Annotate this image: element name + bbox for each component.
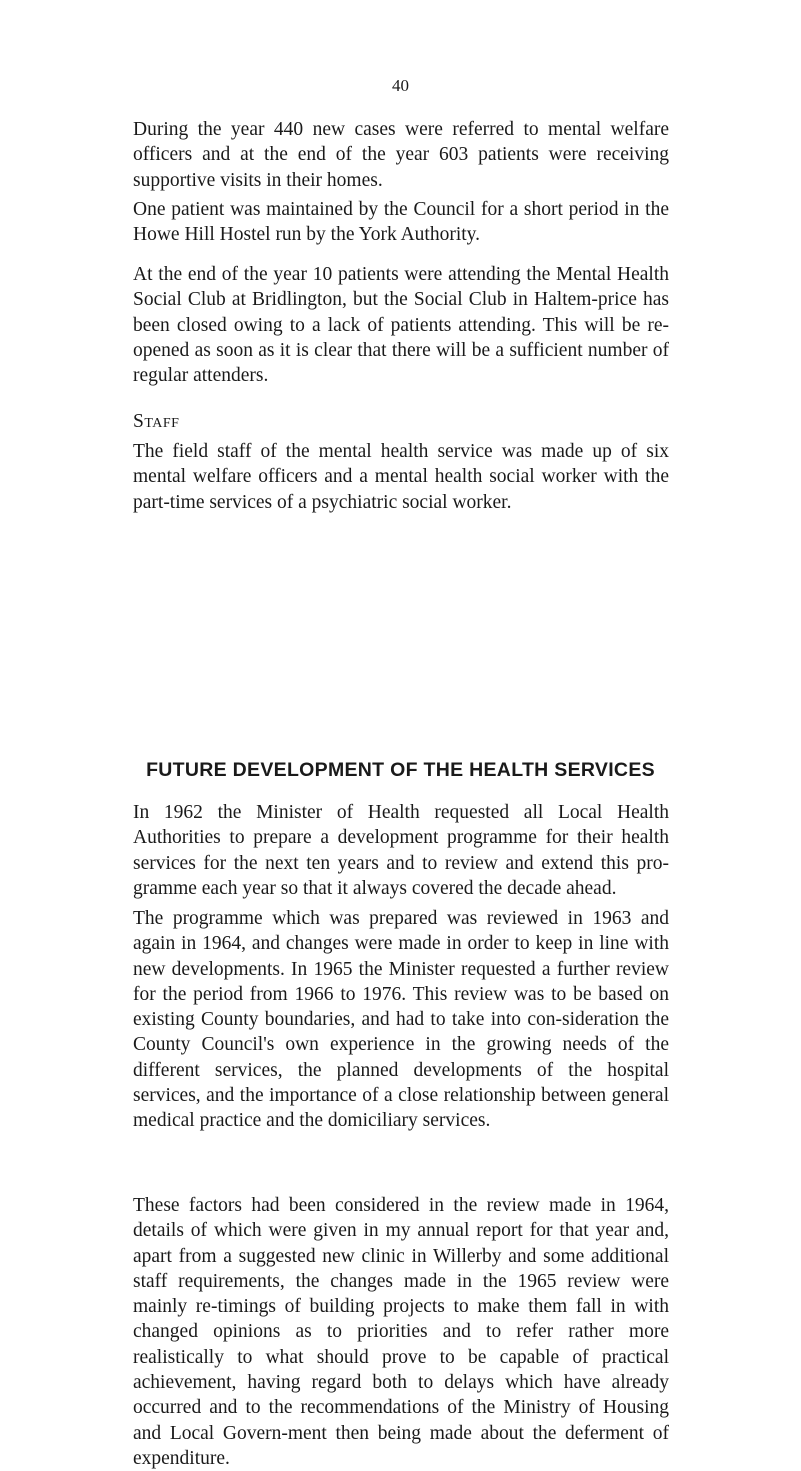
paragraph-social-club — [133, 262, 669, 388]
paragraph-factors — [133, 1193, 669, 1471]
paragraph-text: During the year 440 new cases were referred to mental welfare officers and at the end of the year 603 patients were receiving supportive visits in their homes. — [133, 119, 669, 191]
paragraph-programme-review — [133, 906, 669, 1134]
paragraph-referrals — [133, 117, 669, 193]
paragraph-hostel — [133, 197, 669, 248]
paragraph-text: In 1962 the Minister of Health requested all Local Health Authorities to prepare a development programme for their health services for the next ten years and to review and extend this pro-gramme each year so that it always covered the decade ahead. — [133, 802, 669, 899]
paragraph-text: At the end of the year 10 patients were attending the Mental Health Social Club at Bridlington, but the Social Club in Haltem-price has been closed owing to a lack of patients attending. This will be re-opened as soon as it is clear that there will be a sufficient number of regular attenders. — [133, 264, 669, 387]
section-title: FUTURE DEVELOPMENT OF THE HEALTH SERVICES — [146, 759, 655, 781]
staff-heading: Staff — [133, 411, 180, 432]
paragraph-text: The programme which was prepared was reviewed in 1963 and again in 1964, and changes were made in order to keep in line with new developments. In 1965 the Minister requested a further review for the period from 1966 to 1976. This review was to be based on existing County boundaries, and had to take into con-sideration the County Council's own experience in the growing needs of the different services, the planned developments of the hospital services, and the importance of a close relationship between general medical practice and the domiciliary services. — [133, 908, 669, 1132]
paragraph-text: These factors had been considered in the review made in 1964, details of which were given in my annual report for that year and, apart from a suggested new clinic in Willerby and some additional staff requirements, the changes made in the 1965 review were mainly re-timings of building projects to make them fall in with changed opinions as to priorities and to refer rather more realistically to what should prove to be capable of practical achievement, having regard both to delays which have already occurred and to the recommendations of the Ministry of Housing and Local Govern-ment then being made about the deferment of expenditure. — [133, 1195, 669, 1469]
page-number: 40 — [392, 76, 409, 95]
paragraph-text: One patient was maintained by the Council for a short period in the Howe Hill Hostel run by the York Authority. — [133, 199, 669, 246]
paragraph-minister-request — [133, 800, 669, 901]
paragraph-staff — [133, 439, 669, 515]
paragraph-text: The field staff of the mental health service was made up of six mental welfare officers and a mental health social worker with the part-time services of a psychiatric social worker. — [133, 441, 669, 513]
